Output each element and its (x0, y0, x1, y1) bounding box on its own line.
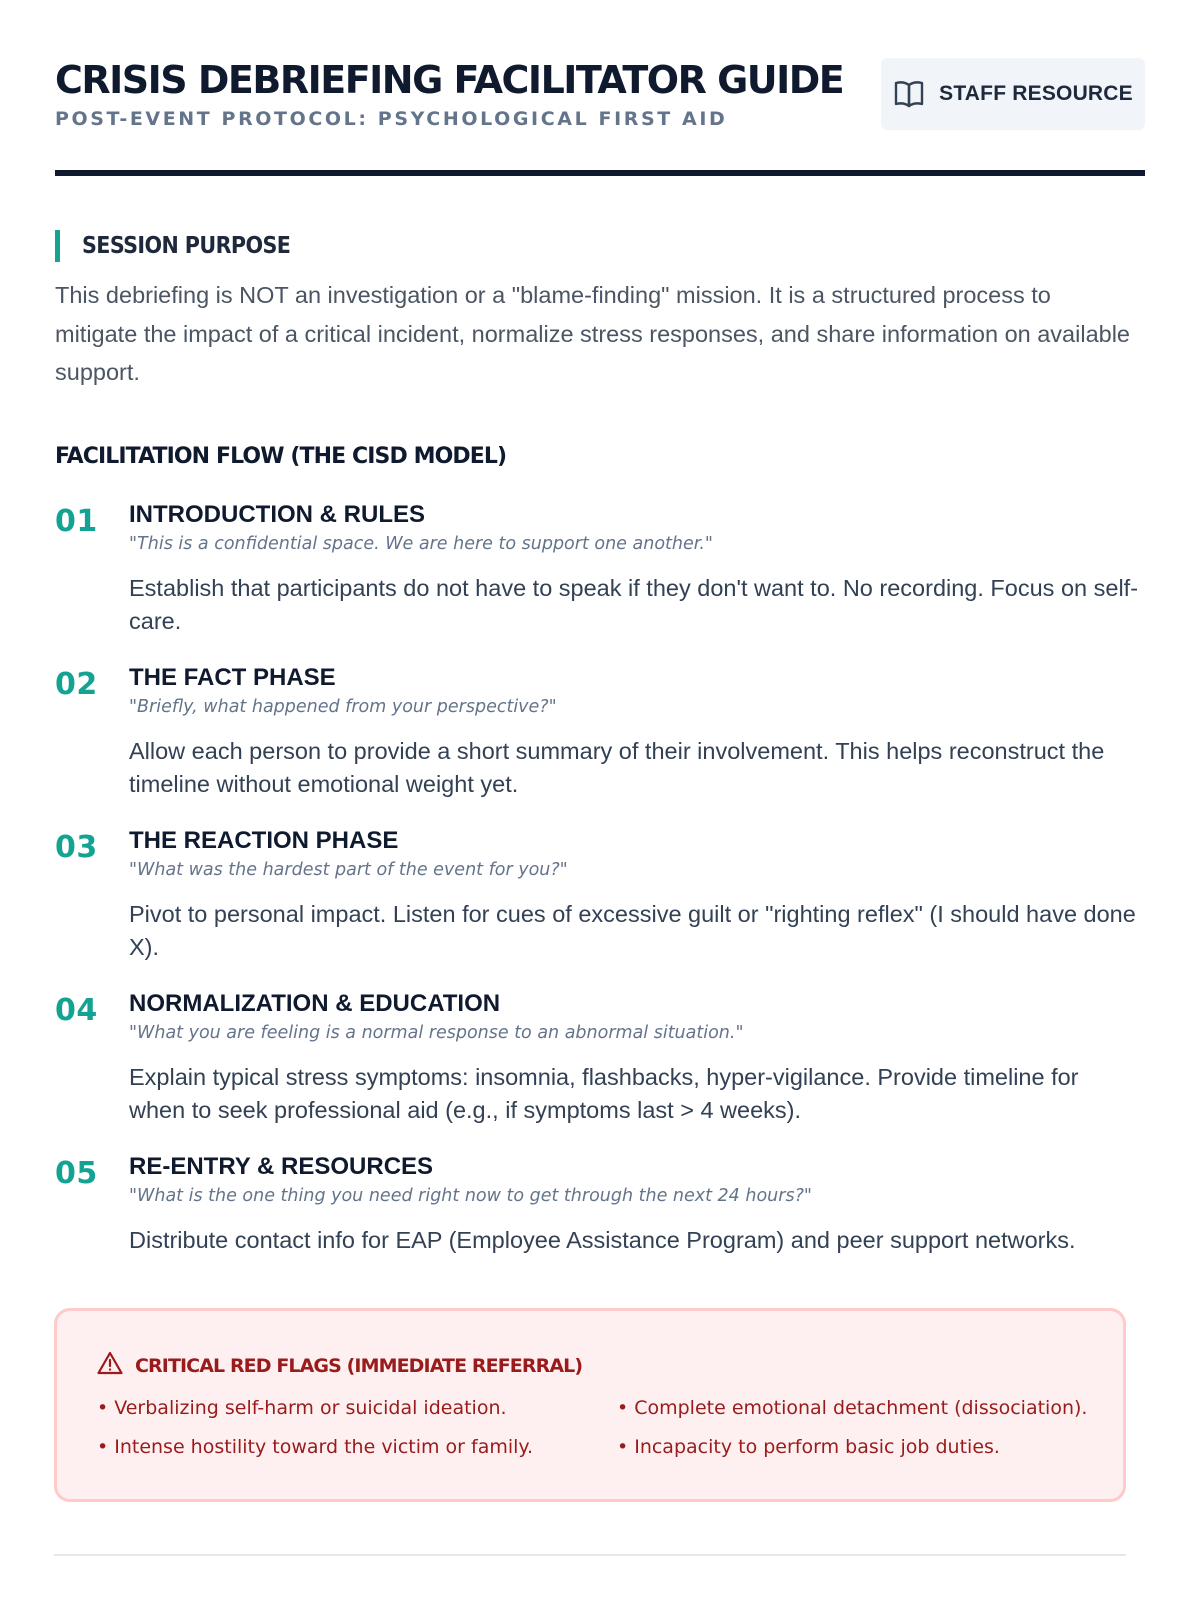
red-flags-heading (97, 1351, 582, 1380)
red-flags-panel (54, 1308, 1126, 1502)
red-flag-text: Incapacity to perform basic job duties. (634, 1436, 1000, 1458)
step-description: Allow each person to provide a short summary of their involvement. This helps reconstruct the timeline without emotional weight yet. (129, 737, 1105, 797)
badge-label: STAFF RESOURCE (939, 82, 1133, 105)
bullet: • (617, 1436, 629, 1458)
step-item (55, 663, 1145, 826)
step-body (129, 826, 1145, 964)
red-flag-text: Verbalizing self-harm or suicidal ideation. (114, 1397, 507, 1419)
step-quote: "Briefly, what happened from your perspective?" (129, 696, 557, 717)
bullet: • (97, 1436, 109, 1458)
step-quote: "What you are feeling is a normal response to an abnormal situation." (129, 1022, 744, 1043)
red-flag-text: Complete emotional detachment (dissociation). (634, 1397, 1088, 1419)
bullet: • (97, 1397, 109, 1419)
step-title: THE REACTION PHASE (129, 826, 399, 854)
step-body (129, 500, 1145, 638)
red-flags-title: CRITICAL RED FLAGS (IMMEDIATE REFERRAL) (135, 1354, 583, 1377)
step-number: 01 (55, 503, 98, 539)
step-item (55, 989, 1145, 1152)
step-item (55, 1152, 1145, 1315)
facilitation-flow-section (55, 442, 1145, 1315)
bullet: • (617, 1397, 629, 1419)
open-book-icon (893, 79, 925, 109)
red-flags-list (97, 1395, 1097, 1461)
step-title: RE-ENTRY & RESOURCES (129, 1152, 434, 1180)
step-title: NORMALIZATION & EDUCATION (129, 989, 501, 1017)
document-header (55, 56, 1145, 176)
footer-divider (54, 1554, 1126, 1556)
step-description: Pivot to personal impact. Listen for cues of excessive guilt or "righting reflex" (I should have done X). (129, 900, 1136, 960)
step-description: Explain typical stress symptoms: insomnia, flashbacks, hyper-vigilance. Provide timeline for when to seek professional aid (e.g., if symptoms last > 4 weeks). (129, 1063, 1079, 1123)
page-title: CRISIS DEBRIEFING FACILITATOR GUIDE (55, 58, 844, 102)
step-title: THE FACT PHASE (129, 663, 336, 691)
session-purpose-section (55, 230, 1145, 392)
red-flag-item (97, 1395, 617, 1422)
section-heading: SESSION PURPOSE (55, 230, 1145, 262)
step-body (129, 663, 1145, 801)
step-number: 02 (55, 666, 98, 702)
step-number: 03 (55, 829, 98, 865)
steps-list (55, 500, 1145, 1315)
step-body (129, 1152, 1145, 1257)
step-title: INTRODUCTION & RULES (129, 500, 425, 528)
page-subtitle: POST-EVENT PROTOCOL: PSYCHOLOGICAL FIRST AID (55, 108, 728, 130)
step-description: Establish that participants do not have to speak if they don't want to. No recording. Focus on self-care. (129, 574, 1139, 634)
step-number: 04 (55, 992, 98, 1028)
purpose-text: This debriefing is NOT an investigation or a "blame-finding" mission. It is a structured process to mitigate the impact of a critical incident, normalize stress responses, and share information on available support. (55, 282, 1130, 385)
red-flag-item (97, 1434, 617, 1461)
step-body (129, 989, 1145, 1127)
warning-triangle-icon (97, 1351, 123, 1380)
step-item (55, 826, 1145, 989)
staff-resource-badge (881, 58, 1145, 130)
step-item (55, 500, 1145, 663)
step-quote: "This is a confidential space. We are here to support one another." (129, 533, 713, 554)
step-quote: "What is the one thing you need right now to get through the next 24 hours?" (129, 1185, 812, 1206)
red-flag-item (617, 1434, 1097, 1461)
step-description: Distribute contact info for EAP (Employee Assistance Program) and peer support networks. (129, 1226, 1076, 1253)
flow-heading: FACILITATION FLOW (THE CISD MODEL) (55, 443, 507, 469)
red-flag-item (617, 1395, 1097, 1422)
step-quote: "What was the hardest part of the event for you?" (129, 859, 568, 880)
red-flag-text: Intense hostility toward the victim or family. (114, 1436, 534, 1458)
step-number: 05 (55, 1155, 98, 1191)
